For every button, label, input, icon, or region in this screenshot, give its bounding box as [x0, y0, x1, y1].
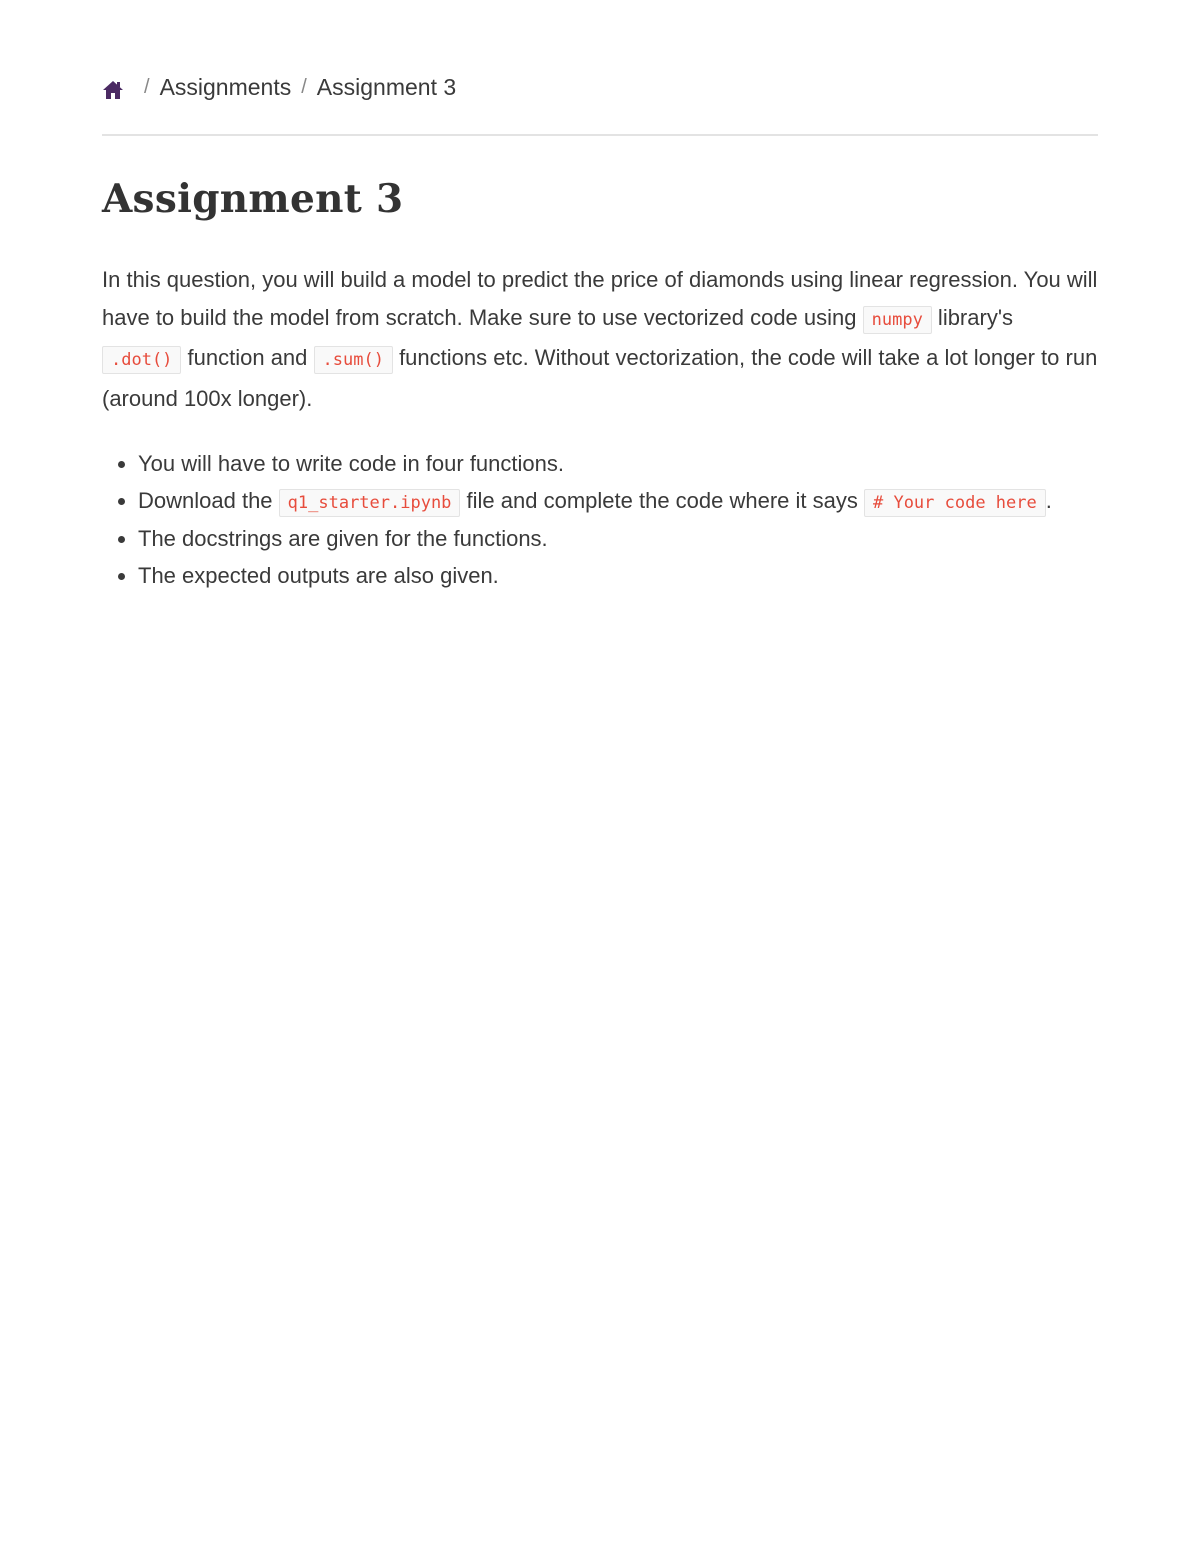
- list-item-text: The docstrings are given for the functions.: [138, 526, 548, 551]
- list-item: [138, 558, 1102, 595]
- header-divider: [102, 134, 1098, 136]
- breadcrumb-current-page: Assignment 3: [316, 74, 457, 100]
- breadcrumb: [102, 70, 456, 104]
- intro-text: library's: [931, 304, 1014, 330]
- list-item-text: You will have to write code in four functions.: [138, 451, 564, 476]
- instructions-list: [102, 446, 1102, 594]
- intro-text: In this question, you will build a model to predict the price of diamonds using linear regression. You will have to build the model from scratch. Make sure to use vectorized code using: [102, 267, 1098, 330]
- list-item: [138, 446, 1102, 483]
- intro-paragraph: [102, 261, 1098, 417]
- breadcrumb-assignments-link[interactable]: Assignments: [159, 74, 292, 100]
- breadcrumb-separator: /: [301, 76, 307, 98]
- intro-text: functions etc. Without vectorization, the code will take a lot longer to run (around 100x longer).: [102, 345, 1098, 411]
- inline-code-numpy: numpy: [863, 306, 932, 334]
- inline-code-starter-file: q1_starter.ipynb: [279, 489, 461, 517]
- inline-code-your-code-here: # Your code here: [864, 489, 1046, 517]
- list-item: [138, 521, 1102, 558]
- intro-text: function and: [181, 345, 314, 370]
- inline-code-dot: .dot(): [102, 346, 181, 374]
- breadcrumb-separator: /: [144, 76, 150, 98]
- page-title: Assignment 3: [102, 176, 404, 222]
- list-item: [138, 483, 1102, 522]
- list-item-text: The expected outputs are also given.: [138, 562, 499, 588]
- list-item-text: .: [1045, 487, 1052, 513]
- inline-code-sum: .sum(): [314, 346, 393, 374]
- home-icon[interactable]: [102, 76, 124, 98]
- list-item-text: Download the: [138, 487, 279, 513]
- list-item-text: file and complete the code where it says: [460, 487, 864, 513]
